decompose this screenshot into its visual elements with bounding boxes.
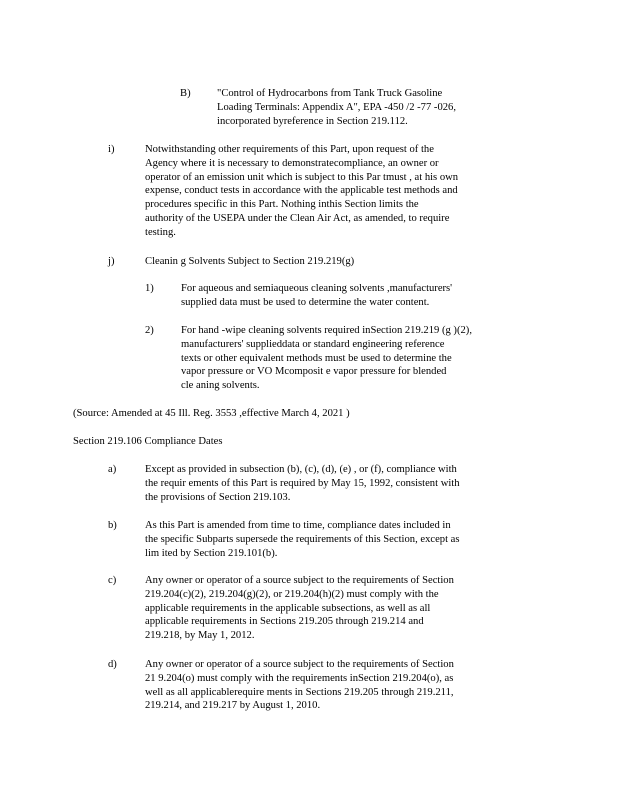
text-line: For aqueous and semiaqueous cleaning solvents ,manufacturers': [181, 283, 453, 294]
text-line: operator of an emission unit which is subject to this Par tmust , at his own: [145, 171, 459, 183]
item-j-label: j): [108, 256, 115, 267]
item-b-section-label: b): [108, 520, 117, 531]
text-line: 21 9.204(o) must comply with the requirements inSection 219.204(o), as: [145, 672, 454, 684]
text-line: testing.: [145, 226, 176, 238]
item-j2-label: 2): [145, 325, 154, 336]
item-b-section-text: [145, 519, 459, 560]
text-line: applicable requirements in Sections 219.205 through 219.214 and: [145, 616, 424, 628]
text-line: Loading Terminals: Appendix A", EPA -450 /2 -77 -026,: [217, 101, 456, 113]
text-line: the specific Subparts supersede the requirements of this Section, except as: [145, 533, 460, 545]
text-line: texts or other equivalent methods must be used to determine the: [181, 352, 452, 364]
item-b-label: B): [180, 88, 191, 99]
text-line: As this Part is amended from time to time, compliance dates included in: [145, 520, 451, 531]
text-line: vapor pressure or VO Mcomposit e vapor pressure for blended: [181, 366, 447, 378]
text-line: the provisions of Section 219.103.: [145, 491, 291, 503]
text-line: 219.218, by May 1, 2012.: [145, 630, 255, 642]
item-i-label: i): [108, 144, 115, 155]
text-line: 219.204(c)(2), 219.204(g)(2), or 219.204(h)(2) must comply with the: [145, 588, 439, 600]
text-line: procedures specific in this Part. Nothing inthis Section limits the: [145, 199, 419, 211]
text-line: For hand -wipe cleaning solvents required inSection 219.219 (g )(2),: [181, 325, 472, 336]
text-line: 219.214, and 219.217 by August 1, 2010.: [145, 700, 321, 712]
item-j1-text: [181, 282, 452, 310]
text-line: applicable requirements in the applicable subsections, as well as all: [145, 602, 431, 614]
item-j-heading: Cleanin g Solvents Subject to Section 219.219(g): [145, 256, 355, 267]
item-c-text: [145, 574, 454, 643]
source-note: (Source: Amended at 45 Ill. Reg. 3553 ,effective March 4, 2021 ): [73, 408, 350, 419]
text-line: Notwithstanding other requirements of this Part, upon request of the: [145, 144, 434, 155]
text-line: "Control of Hydrocarbons from Tank Truck Gasoline: [217, 88, 443, 99]
item-d-text: [145, 658, 454, 713]
text-line: lim ited by Section 219.101(b).: [145, 547, 278, 559]
text-line: cle aning solvents.: [181, 380, 260, 392]
item-b-text: [217, 87, 456, 128]
text-line: authority of the USEPA under the Clean Air Act, as amended, to require: [145, 212, 450, 224]
item-j1-label: 1): [145, 283, 154, 294]
item-i-text: [145, 143, 458, 240]
text-line: Except as provided in subsection (b), (c), (d), (e) , or (f), compliance with: [145, 464, 457, 475]
section-heading: Section 219.106 Compliance Dates: [73, 436, 223, 447]
text-line: expense, conduct tests in accordance with the applicable test methods and: [145, 185, 458, 197]
text-line: manufacturers' supplieddata or standard engineering reference: [181, 338, 445, 350]
text-line: incorporated byreference in Section 219.112.: [217, 115, 408, 127]
text-line: Any owner or operator of a source subject to the requirements of Section: [145, 575, 454, 586]
text-line: well as all applicablerequire ments in Sections 219.205 through 219.211,: [145, 686, 454, 698]
item-j2-text: [181, 324, 472, 393]
text-line: Agency where it is necessary to demonstratecompliance, an owner or: [145, 157, 439, 169]
text-line: the requir ements of this Part is required by May 15, 1992, consistent with: [145, 477, 460, 489]
item-a-label: a): [108, 464, 117, 475]
text-line: supplied data must be used to determine the water content.: [181, 296, 430, 308]
item-a-text: [145, 463, 460, 504]
item-d-label: d): [108, 659, 117, 670]
text-line: Any owner or operator of a source subject to the requirements of Section: [145, 659, 454, 670]
item-c-label: c): [108, 575, 117, 586]
